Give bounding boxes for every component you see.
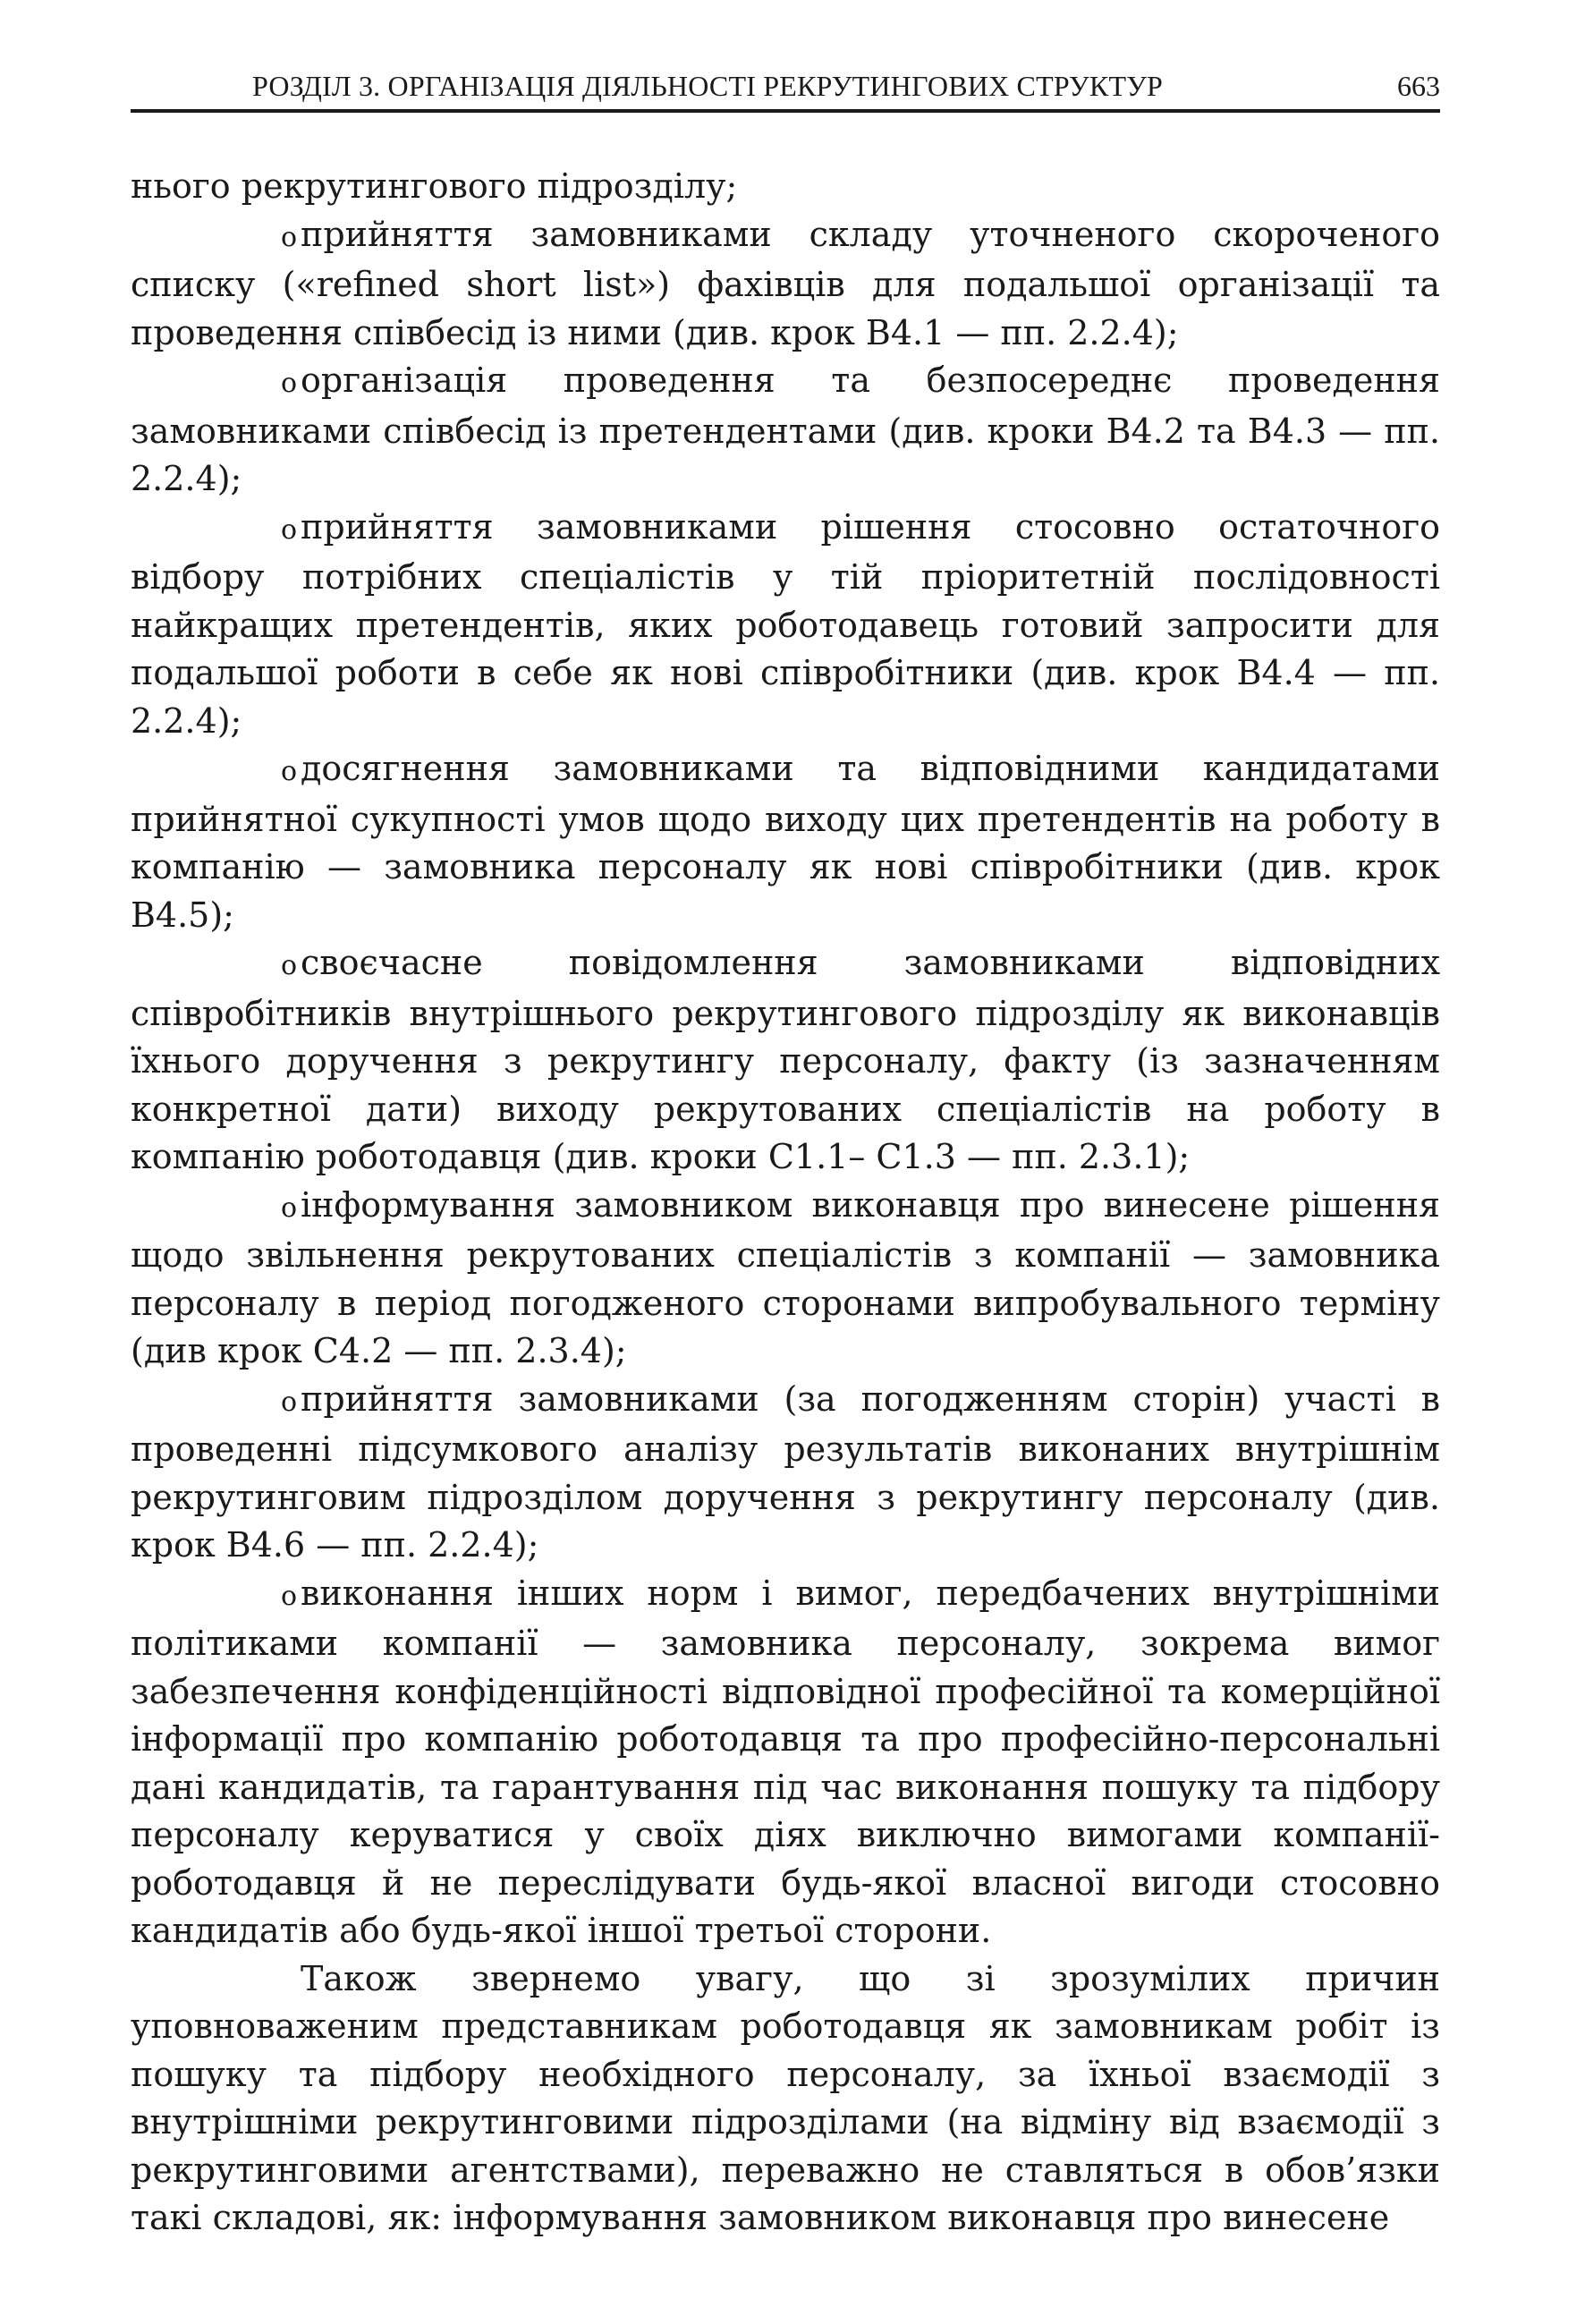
list-item: o прийняття замовниками складу уточненого скороченого списку («refined short list») фахівців для подальшої організації та проведення співбесід із ними (див. крок B4.1 — пп. 2.2.4);: [131, 214, 1440, 352]
list-item-text: прийняття замовниками (за погодженням сторін) участі в проведенні підсумкового аналізу результатів виконаних внутрішнім рекрутинговим підрозділом доручення з рекрутингу персоналу (див. крок B4.6 — пп. 2.2.4);: [131, 1378, 1440, 1565]
list-item: o прийняття замовниками рішення стосовно остаточного відбору потрібних спеціалістів у тій пріоритетній послідовності найкращих претендентів, яких роботодавець готовий запросити для подальшої роботи в себе як нові співробітники (див. крок B4.4 — пп. 2.2.4);: [131, 506, 1440, 741]
list-item-text: своєчасне повідомлення замовниками відповідних співробітників внутрішнього рекрутингового підрозділу як виконавців їхнього доручення з рекрутингу персоналу, факту (із зазначенням конкретної дати) виходу рекрутованих спеціалістів на роботу в компанію роботодавця (див. кроки C1.1– C1.3 — пп. 2.3.1);: [131, 943, 1440, 1176]
list-item: o інформування замовником виконавця про винесене рішення щодо звільнення рекрутованих спеціалістів з компанії — замовника персоналу в період погодженого сторонами випробувального терміну (див крок C4.2 — пп. 2.3.4);: [131, 1184, 1440, 1370]
list-item-text: організація проведення та безпосереднє проведення замовниками співбесід із претендентами (див. кроки B4.2 та B4.3 — пп. 2.2.4);: [131, 360, 1440, 498]
closing-paragraph: Також звернемо увагу, що зі зрозумілих причин уповноваженим представникам роботодавця як замовникам робіт із пошуку та підбору необхідного персоналу, за їхньої взаємодії з внутрішніми рекрутинговими підрозділами (на відміну від взаємодії з рекрутинговими агентствами), переважно не ставляться в обов’язки такі складові, як: інформування замовником виконавця про винесене: [131, 1958, 1440, 2237]
list-item: o своєчасне повідомлення замовниками відповідних співробітників внутрішнього рекрутингового підрозділу як виконавців їхнього доручення з рекрутингу персоналу, факту (із зазначенням конкретної дати) виходу рекрутованих спеціалістів на роботу в компанію роботодавця (див. кроки C1.1– C1.3 — пп. 2.3.1);: [131, 943, 1440, 1176]
list-item-text: виконання інших норм і вимог, передбачених внутрішніми політиками компанії — замовника персоналу, зокрема вимог забезпечення конфіденційності відповідної професійної та комерційної інформації про компанію роботодавця та про професійно-персональні дані кандидатів, та гарантування під час виконання пошуку та підбору персоналу керуватися у своїх діях виключно вимогами компанії-роботодавця й не переслідувати будь-якої власної вигоди стосовно кандидатів або будь-якої іншої третьої сторони.: [131, 1573, 1440, 1950]
list-item: o досягнення замовниками та відповідними кандидатами прийнятної сукупності умов щодо виходу цих претендентів на роботу в компанію — замовника персоналу як нові співробітники (див. крок B4.5);: [131, 749, 1440, 935]
list-item-text: інформування замовником виконавця про винесене рішення щодо звільнення рекрутованих спеціалістів з компанії — замовника персоналу в період погодженого сторонами випробувального терміну (див крок C4.2 — пп. 2.3.4);: [131, 1184, 1440, 1370]
list-item-text: прийняття замовниками рішення стосовно остаточного відбору потрібних спеціалістів у тій пріоритетній послідовності найкращих претендентів, яких роботодавець готовий запросити для подальшої роботи в себе як нові співробітники (див. крок B4.4 — пп. 2.2.4);: [131, 506, 1440, 741]
document-page: [131, 63, 1440, 2243]
list-item-text: прийняття замовниками складу уточненого скороченого списку («refined short list») фахівців для подальшої організації та проведення співбесід із ними (див. крок B4.1 — пп. 2.2.4);: [131, 214, 1440, 352]
list-item-text: досягнення замовниками та відповідними кандидатами прийнятної сукупності умов щодо виходу цих претендентів на роботу в компанію — замовника персоналу як нові співробітники (див. крок B4.5);: [131, 749, 1440, 935]
body-text: [131, 163, 1440, 2243]
running-header: [131, 63, 1440, 113]
list-item: o виконання інших норм і вимог, передбачених внутрішніми політиками компанії — замовника персоналу, зокрема вимог забезпечення конфіденційності відповідної професійної та комерційної інформації про компанію роботодавця та про професійно-персональні дані кандидатів, та гарантування під час виконання пошуку та підбору персоналу керуватися у своїх діях виключно вимогами компанії-роботодавця й не переслідувати будь-якої власної вигоди стосовно кандидатів або будь-якої іншої третьої сторони.: [131, 1573, 1440, 1950]
page-number: 663: [1397, 70, 1440, 102]
continuation-line: нього рекрутингового підрозділу;: [131, 166, 738, 206]
list-item: o організація проведення та безпосереднє проведення замовниками співбесід із претендентами (див. кроки B4.2 та B4.3 — пп. 2.2.4);: [131, 360, 1440, 498]
list-item: o прийняття замовниками (за погодженням сторін) участі в проведенні підсумкового аналізу результатів виконаних внутрішнім рекрутинговим підрозділом доручення з рекрутингу персоналу (див. крок B4.6 — пп. 2.2.4);: [131, 1378, 1440, 1565]
running-title: РОЗДІЛ 3. ОРГАНІЗАЦІЯ ДІЯЛЬНОСТІ РЕКРУТИНГОВИХ СТРУКТУР: [252, 70, 1164, 102]
